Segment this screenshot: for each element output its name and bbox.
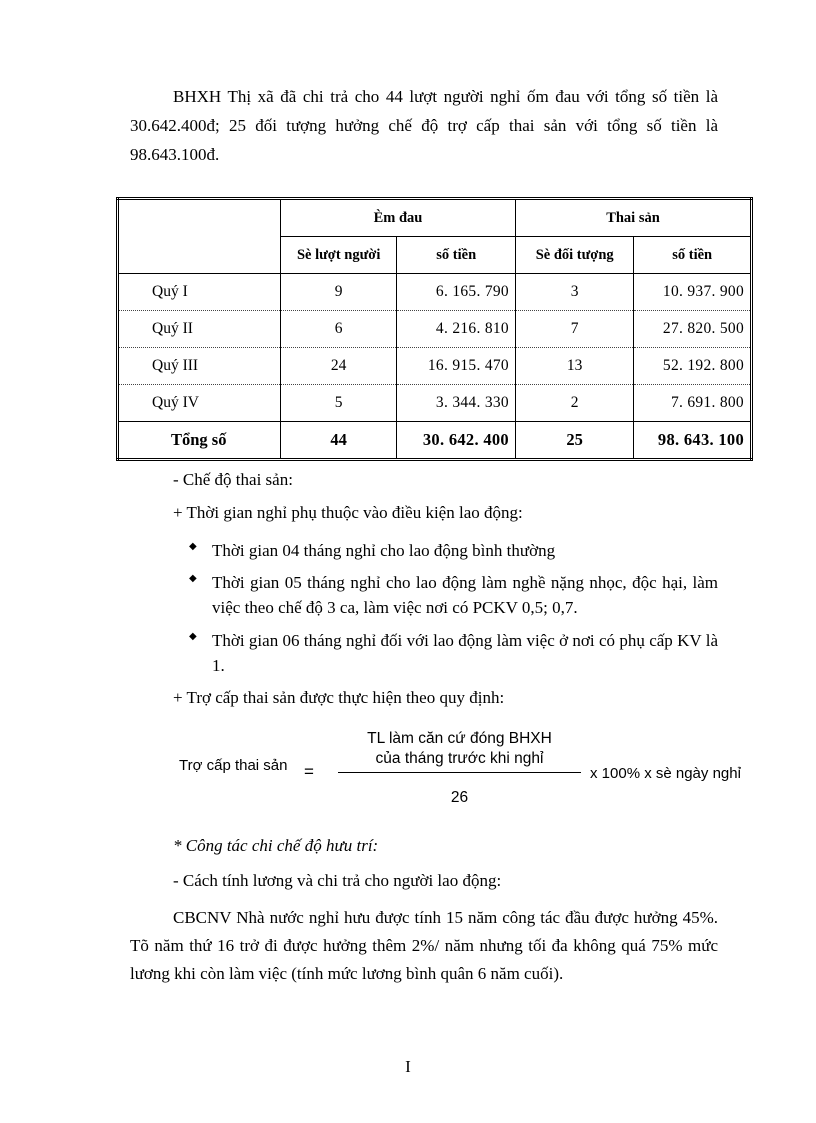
diamond-bullet-icon: ◆ xyxy=(189,541,197,552)
formula-equals: = xyxy=(304,762,314,781)
bullet-text: Thời gian 05 tháng nghỉ cho lao động làm nghề nặng nhọc, độc hại, làm việc theo chế độ 3 ca, làm việc nơi có PCKV 0,5; 0,7. xyxy=(212,573,718,617)
cell-doi-tuong: 3 xyxy=(515,274,633,311)
cell-luot-nguoi: 24 xyxy=(280,348,397,385)
total-so-tien-thai: 98. 643. 100 xyxy=(634,422,752,460)
cell-so-tien-thai: 52. 192. 800 xyxy=(634,348,752,385)
cell-so-tien-om: 4. 216. 810 xyxy=(397,311,516,348)
intro-text: BHXH Thị xã đã chi trả cho 44 lượt người nghỉ ốm đau với tổng số tiền là 30.642.400đ; 25 đối tượng hưởng chế độ trợ cấp thai sản với tổng số tiền là 98.643.100đ. xyxy=(130,87,718,164)
thoi-gian-nghi: + Thời gian nghỉ phụ thuộc vào điều kiện lao động: xyxy=(173,503,523,522)
row-label: Quý IV xyxy=(118,385,281,422)
total-so-tien-om: 30. 642. 400 xyxy=(397,422,516,460)
numerator-line-1: TL làm căn cứ đóng BHXH xyxy=(367,730,552,747)
fraction-bar xyxy=(338,772,581,773)
row-label: Quý III xyxy=(118,348,281,385)
bullet-text: Thời gian 06 tháng nghỉ đối với lao động làm việc ở nơi có phụ cấp KV là 1. xyxy=(212,631,718,675)
formula-lhs: Trợ cấp thai sản xyxy=(179,757,288,774)
cell-so-tien-thai: 7. 691. 800 xyxy=(634,385,752,422)
cell-luot-nguoi: 9 xyxy=(280,274,397,311)
cbcnv-text: CBCNV Nhà nước nghỉ hưu được tính 15 năm công tác đầu được hưởng 45%. Tõ năm thứ 16 trở đi được hưởng thêm 2%/ năm nhưng tối đa không quá 75% mức lương khi còn làm việc (tính mức lương bình quân 6 năm cuối). xyxy=(130,908,718,983)
tro-cap-rule: + Trợ cấp thai sản được thực hiện theo quy định: xyxy=(173,688,505,707)
cell-doi-tuong: 13 xyxy=(515,348,633,385)
table-corner xyxy=(118,199,281,274)
cell-doi-tuong: 7 xyxy=(515,311,633,348)
table-row xyxy=(118,385,752,422)
che-do-thai-san: - Chế độ thai sản: xyxy=(173,470,293,489)
total-luot-nguoi: 44 xyxy=(280,422,397,460)
cbcnv-paragraph xyxy=(130,904,718,988)
benefit-table xyxy=(116,197,753,461)
table-row xyxy=(118,348,752,385)
header-thai-san: Thai sản xyxy=(515,199,751,237)
header-om-dau: Èm đau xyxy=(280,199,515,237)
table-header-row xyxy=(118,199,752,237)
cell-luot-nguoi: 5 xyxy=(280,385,397,422)
formula-numerator xyxy=(338,729,581,769)
huu-tri-title: * Công tác chi chế độ hưu trí: xyxy=(173,836,379,855)
intro-paragraph xyxy=(130,82,718,169)
diamond-bullet-icon: ◆ xyxy=(189,631,197,642)
table-total-row xyxy=(118,422,752,460)
bullet-text: Thời gian 04 tháng nghỉ cho lao động bình thường xyxy=(212,541,556,560)
page-number: I xyxy=(405,1057,411,1076)
cell-luot-nguoi: 6 xyxy=(280,311,397,348)
subheader-so-tien-2: số tiền xyxy=(634,237,752,274)
row-label: Quý II xyxy=(118,311,281,348)
row-label: Quý I xyxy=(118,274,281,311)
cach-tinh: - Cách tính lương và chi trả cho người lao động: xyxy=(173,871,502,890)
cell-so-tien-thai: 10. 937. 900 xyxy=(634,274,752,311)
subheader-so-tien-1: số tiền xyxy=(397,237,516,274)
subheader-doi-tuong: Sè đối tượng xyxy=(515,237,633,274)
numerator-line-2: của tháng trước khi nghỉ xyxy=(375,750,544,767)
total-label: Tổng số xyxy=(118,422,281,460)
cell-so-tien-thai: 27. 820. 500 xyxy=(634,311,752,348)
subheader-luot-nguoi: Sè lượt người xyxy=(280,237,397,274)
table-row xyxy=(118,274,752,311)
cell-so-tien-om: 16. 915. 470 xyxy=(397,348,516,385)
cell-so-tien-om: 6. 165. 790 xyxy=(397,274,516,311)
table-row xyxy=(118,311,752,348)
cell-so-tien-om: 3. 344. 330 xyxy=(397,385,516,422)
formula-denominator: 26 xyxy=(450,789,469,806)
total-doi-tuong: 25 xyxy=(515,422,633,460)
cell-doi-tuong: 2 xyxy=(515,385,633,422)
diamond-bullet-icon: ◆ xyxy=(189,573,197,584)
formula-tail: x 100% x sè ngày nghỉ xyxy=(590,765,741,782)
